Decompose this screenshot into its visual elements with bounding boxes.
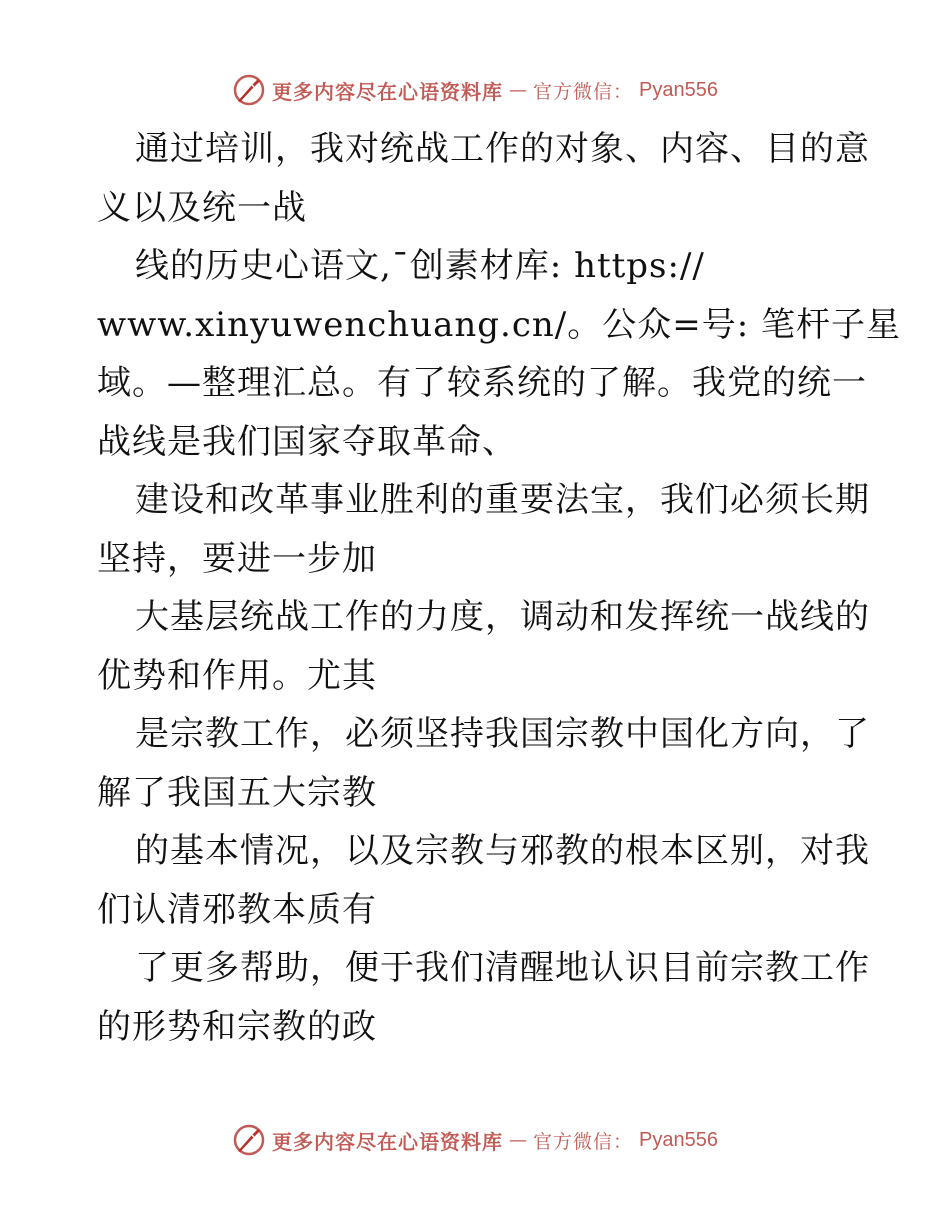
watermark-brand: 更多内容尽在心语资料库 xyxy=(272,79,503,104)
text-line: 通过培训，我对统战工作的对象、内容、目的意 xyxy=(135,129,870,169)
watermark-official-label: 官方微信： xyxy=(533,1130,634,1153)
text-line: www.xinyuwenchuang.cn/。公众=号: 笔杆子星 xyxy=(97,304,901,345)
document-body xyxy=(97,120,901,1056)
quill-logo-icon xyxy=(232,73,266,107)
text-line: 建设和改革事业胜利的重要法宝，我们必须长期 xyxy=(135,480,870,520)
text-line: 了更多帮助，便于我们清醒地认识目前宗教工作 xyxy=(135,948,870,988)
footer-watermark xyxy=(0,1120,950,1160)
text-line: 的基本情况，以及宗教与邪教的根本区别，对我 xyxy=(135,831,870,871)
text-line: 的形势和宗教的政 xyxy=(97,1006,377,1047)
text-line: 坚持，要进一步加 xyxy=(97,538,377,579)
watermark-separator: — xyxy=(509,79,527,101)
text-line: 义以及统一战 xyxy=(97,187,307,228)
text-line: 域。—整理汇总。有了较系统的了解。我党的统一 xyxy=(97,363,867,403)
header-watermark xyxy=(0,70,950,110)
text-line: 们认清邪教本质有 xyxy=(97,889,377,930)
watermark-official-label: 官方微信： xyxy=(533,80,634,103)
text-line: 是宗教工作，必须坚持我国宗教中国化方向，了 xyxy=(135,714,870,754)
text-line: 大基层统战工作的力度，调动和发挥统一战线的 xyxy=(135,597,870,637)
watermark-brand: 更多内容尽在心语资料库 xyxy=(272,1129,503,1154)
text-line: 优势和作用。尤其 xyxy=(97,655,377,696)
watermark-wechat-id: Pyan556 xyxy=(639,1128,718,1151)
watermark-separator: — xyxy=(509,1129,527,1151)
text-line: 战线是我们国家夺取革命、 xyxy=(97,421,517,462)
quill-logo-icon xyxy=(232,1123,266,1157)
text-line: 解了我国五大宗教 xyxy=(97,772,377,813)
watermark-wechat-id: Pyan556 xyxy=(639,78,718,101)
text-line: 线的历史心语文,¯创素材库: https:// xyxy=(135,246,705,286)
